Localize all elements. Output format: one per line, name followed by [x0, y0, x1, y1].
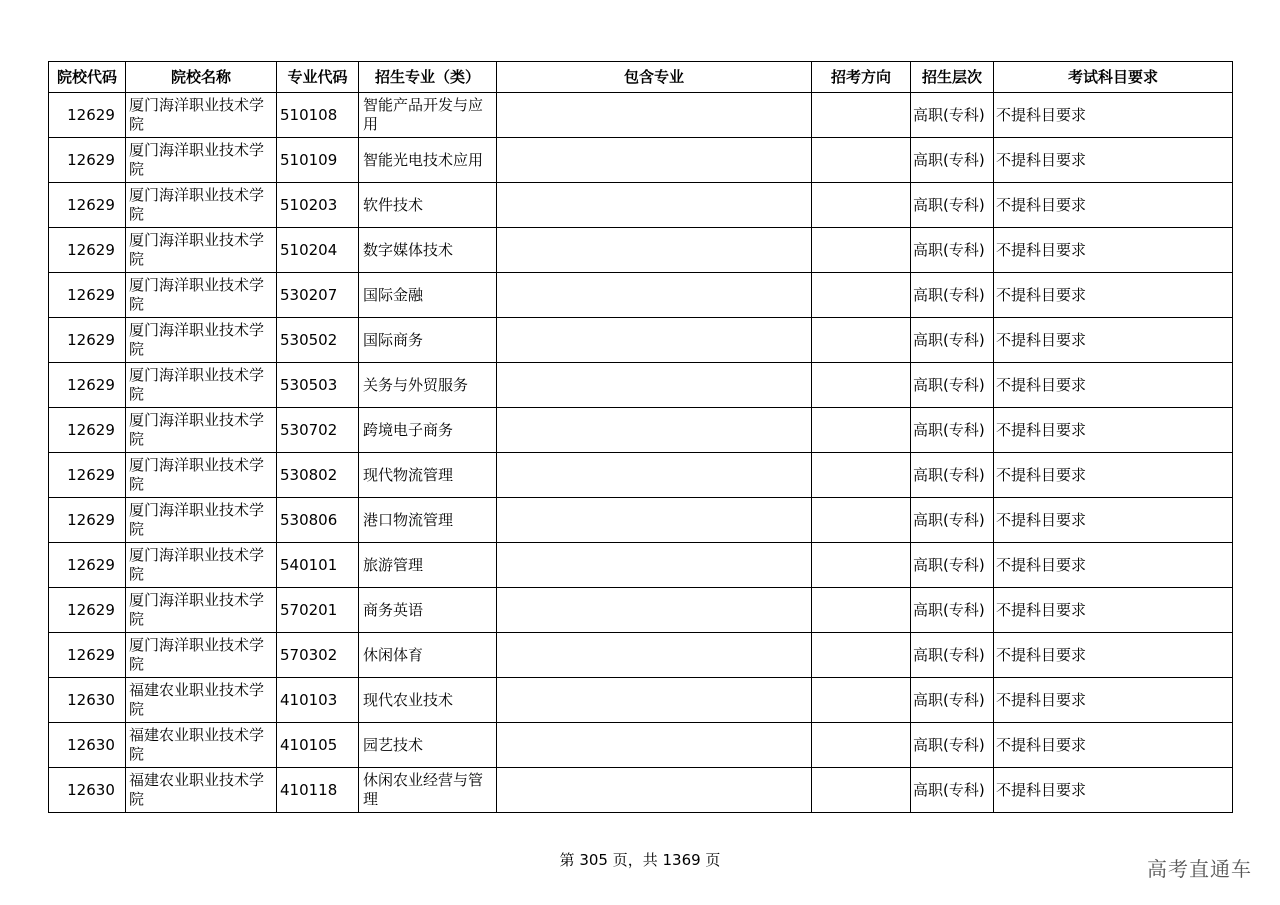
- cell-major-code: 530802: [277, 453, 359, 498]
- cell-major-code: 510109: [277, 138, 359, 183]
- table-row: [49, 183, 1233, 228]
- cell-direction: [812, 768, 911, 813]
- cell-subject-requirement: 不提科目要求: [994, 543, 1233, 588]
- cell-school-name: 福建农业职业技术学院: [126, 678, 277, 723]
- table-row: [49, 588, 1233, 633]
- cell-level: 高职(专科): [911, 93, 994, 138]
- table-row: [49, 543, 1233, 588]
- cell-direction: [812, 498, 911, 543]
- cell-subject-requirement: 不提科目要求: [994, 768, 1233, 813]
- cell-major-code: 530503: [277, 363, 359, 408]
- cell-level: 高职(专科): [911, 183, 994, 228]
- cell-school-code: 12629: [49, 543, 126, 588]
- cell-school-name: 厦门海洋职业技术学院: [126, 588, 277, 633]
- cell-subject-requirement: 不提科目要求: [994, 228, 1233, 273]
- cell-included-majors: [497, 723, 812, 768]
- cell-level: 高职(专科): [911, 498, 994, 543]
- cell-major: 商务英语: [359, 588, 497, 633]
- cell-subject-requirement: 不提科目要求: [994, 408, 1233, 453]
- cell-major-code: 510108: [277, 93, 359, 138]
- cell-school-name: 厦门海洋职业技术学院: [126, 498, 277, 543]
- cell-school-code: 12630: [49, 768, 126, 813]
- cell-direction: [812, 408, 911, 453]
- cell-direction: [812, 678, 911, 723]
- cell-major-code: 410118: [277, 768, 359, 813]
- cell-school-name: 厦门海洋职业技术学院: [126, 633, 277, 678]
- cell-school-name: 厦门海洋职业技术学院: [126, 138, 277, 183]
- cell-subject-requirement: 不提科目要求: [994, 138, 1233, 183]
- cell-direction: [812, 633, 911, 678]
- cell-included-majors: [497, 183, 812, 228]
- cell-included-majors: [497, 543, 812, 588]
- cell-school-name: 福建农业职业技术学院: [126, 768, 277, 813]
- cell-level: 高职(专科): [911, 228, 994, 273]
- cell-school-name: 厦门海洋职业技术学院: [126, 453, 277, 498]
- table-row: [49, 318, 1233, 363]
- table-row: [49, 678, 1233, 723]
- cell-level: 高职(专科): [911, 723, 994, 768]
- cell-major: 园艺技术: [359, 723, 497, 768]
- cell-school-code: 12629: [49, 318, 126, 363]
- cell-school-code: 12629: [49, 408, 126, 453]
- cell-included-majors: [497, 318, 812, 363]
- cell-level: 高职(专科): [911, 318, 994, 363]
- cell-included-majors: [497, 453, 812, 498]
- cell-level: 高职(专科): [911, 273, 994, 318]
- header-level: 招生层次: [911, 62, 994, 93]
- cell-school-name: 福建农业职业技术学院: [126, 723, 277, 768]
- cell-school-name: 厦门海洋职业技术学院: [126, 363, 277, 408]
- cell-school-name: 厦门海洋职业技术学院: [126, 318, 277, 363]
- cell-included-majors: [497, 633, 812, 678]
- cell-included-majors: [497, 273, 812, 318]
- cell-major: 休闲农业经营与管理: [359, 768, 497, 813]
- cell-subject-requirement: 不提科目要求: [994, 678, 1233, 723]
- cell-school-code: 12629: [49, 363, 126, 408]
- admission-table: [48, 61, 1233, 813]
- cell-school-name: 厦门海洋职业技术学院: [126, 183, 277, 228]
- cell-level: 高职(专科): [911, 633, 994, 678]
- cell-subject-requirement: 不提科目要求: [994, 318, 1233, 363]
- cell-included-majors: [497, 588, 812, 633]
- cell-major: 关务与外贸服务: [359, 363, 497, 408]
- cell-included-majors: [497, 678, 812, 723]
- cell-level: 高职(专科): [911, 588, 994, 633]
- header-school-code: 院校代码: [49, 62, 126, 93]
- cell-subject-requirement: 不提科目要求: [994, 723, 1233, 768]
- cell-major: 国际商务: [359, 318, 497, 363]
- cell-subject-requirement: 不提科目要求: [994, 273, 1233, 318]
- header-direction: 招考方向: [812, 62, 911, 93]
- cell-major: 数字媒体技术: [359, 228, 497, 273]
- cell-subject-requirement: 不提科目要求: [994, 183, 1233, 228]
- table-row: [49, 93, 1233, 138]
- table-row: [49, 228, 1233, 273]
- cell-major-code: 410103: [277, 678, 359, 723]
- cell-major: 现代物流管理: [359, 453, 497, 498]
- page-footer: 第 305 页，共 1369 页: [559, 851, 721, 869]
- cell-included-majors: [497, 498, 812, 543]
- cell-included-majors: [497, 363, 812, 408]
- cell-school-code: 12629: [49, 588, 126, 633]
- table-row: [49, 138, 1233, 183]
- cell-school-name: 厦门海洋职业技术学院: [126, 273, 277, 318]
- cell-major: 休闲体育: [359, 633, 497, 678]
- cell-major-code: 530207: [277, 273, 359, 318]
- table-row: [49, 498, 1233, 543]
- cell-major: 跨境电子商务: [359, 408, 497, 453]
- cell-direction: [812, 543, 911, 588]
- cell-direction: [812, 363, 911, 408]
- cell-major-code: 510203: [277, 183, 359, 228]
- cell-included-majors: [497, 138, 812, 183]
- cell-major: 智能光电技术应用: [359, 138, 497, 183]
- cell-level: 高职(专科): [911, 678, 994, 723]
- cell-direction: [812, 228, 911, 273]
- cell-direction: [812, 723, 911, 768]
- cell-subject-requirement: 不提科目要求: [994, 588, 1233, 633]
- watermark: 高考直通车: [1147, 857, 1252, 881]
- table-row: [49, 633, 1233, 678]
- cell-major: 港口物流管理: [359, 498, 497, 543]
- cell-school-name: 厦门海洋职业技术学院: [126, 228, 277, 273]
- cell-level: 高职(专科): [911, 768, 994, 813]
- cell-subject-requirement: 不提科目要求: [994, 633, 1233, 678]
- cell-major: 旅游管理: [359, 543, 497, 588]
- header-school-name: 院校名称: [126, 62, 277, 93]
- table-row: [49, 363, 1233, 408]
- table-row: [49, 408, 1233, 453]
- header-included-majors: 包含专业: [497, 62, 812, 93]
- cell-school-code: 12630: [49, 723, 126, 768]
- header-subject-requirement: 考试科目要求: [994, 62, 1233, 93]
- cell-major-code: 530702: [277, 408, 359, 453]
- table-header-row: [49, 62, 1233, 93]
- cell-subject-requirement: 不提科目要求: [994, 453, 1233, 498]
- cell-school-code: 12629: [49, 138, 126, 183]
- cell-school-code: 12629: [49, 453, 126, 498]
- header-major-code: 专业代码: [277, 62, 359, 93]
- cell-school-name: 厦门海洋职业技术学院: [126, 93, 277, 138]
- cell-included-majors: [497, 228, 812, 273]
- cell-level: 高职(专科): [911, 453, 994, 498]
- cell-subject-requirement: 不提科目要求: [994, 498, 1233, 543]
- cell-school-code: 12629: [49, 183, 126, 228]
- cell-direction: [812, 318, 911, 363]
- cell-included-majors: [497, 768, 812, 813]
- cell-school-name: 厦门海洋职业技术学院: [126, 408, 277, 453]
- cell-direction: [812, 273, 911, 318]
- cell-school-code: 12629: [49, 93, 126, 138]
- cell-subject-requirement: 不提科目要求: [994, 93, 1233, 138]
- cell-major-code: 530502: [277, 318, 359, 363]
- cell-level: 高职(专科): [911, 138, 994, 183]
- table-row: [49, 453, 1233, 498]
- table-row: [49, 723, 1233, 768]
- cell-school-code: 12629: [49, 228, 126, 273]
- cell-major-code: 540101: [277, 543, 359, 588]
- cell-level: 高职(专科): [911, 363, 994, 408]
- cell-major-code: 570302: [277, 633, 359, 678]
- cell-level: 高职(专科): [911, 543, 994, 588]
- cell-school-code: 12629: [49, 633, 126, 678]
- cell-level: 高职(专科): [911, 408, 994, 453]
- header-major: 招生专业（类）: [359, 62, 497, 93]
- cell-school-code: 12629: [49, 498, 126, 543]
- cell-school-code: 12629: [49, 273, 126, 318]
- cell-major-code: 570201: [277, 588, 359, 633]
- table-row: [49, 273, 1233, 318]
- cell-major: 软件技术: [359, 183, 497, 228]
- cell-major-code: 410105: [277, 723, 359, 768]
- cell-direction: [812, 453, 911, 498]
- cell-subject-requirement: 不提科目要求: [994, 363, 1233, 408]
- cell-direction: [812, 588, 911, 633]
- cell-included-majors: [497, 408, 812, 453]
- cell-major: 智能产品开发与应用: [359, 93, 497, 138]
- cell-school-name: 厦门海洋职业技术学院: [126, 543, 277, 588]
- cell-direction: [812, 183, 911, 228]
- cell-direction: [812, 93, 911, 138]
- cell-major: 现代农业技术: [359, 678, 497, 723]
- cell-school-code: 12630: [49, 678, 126, 723]
- cell-major-code: 530806: [277, 498, 359, 543]
- cell-included-majors: [497, 93, 812, 138]
- cell-direction: [812, 138, 911, 183]
- cell-major: 国际金融: [359, 273, 497, 318]
- table-row: [49, 768, 1233, 813]
- cell-major-code: 510204: [277, 228, 359, 273]
